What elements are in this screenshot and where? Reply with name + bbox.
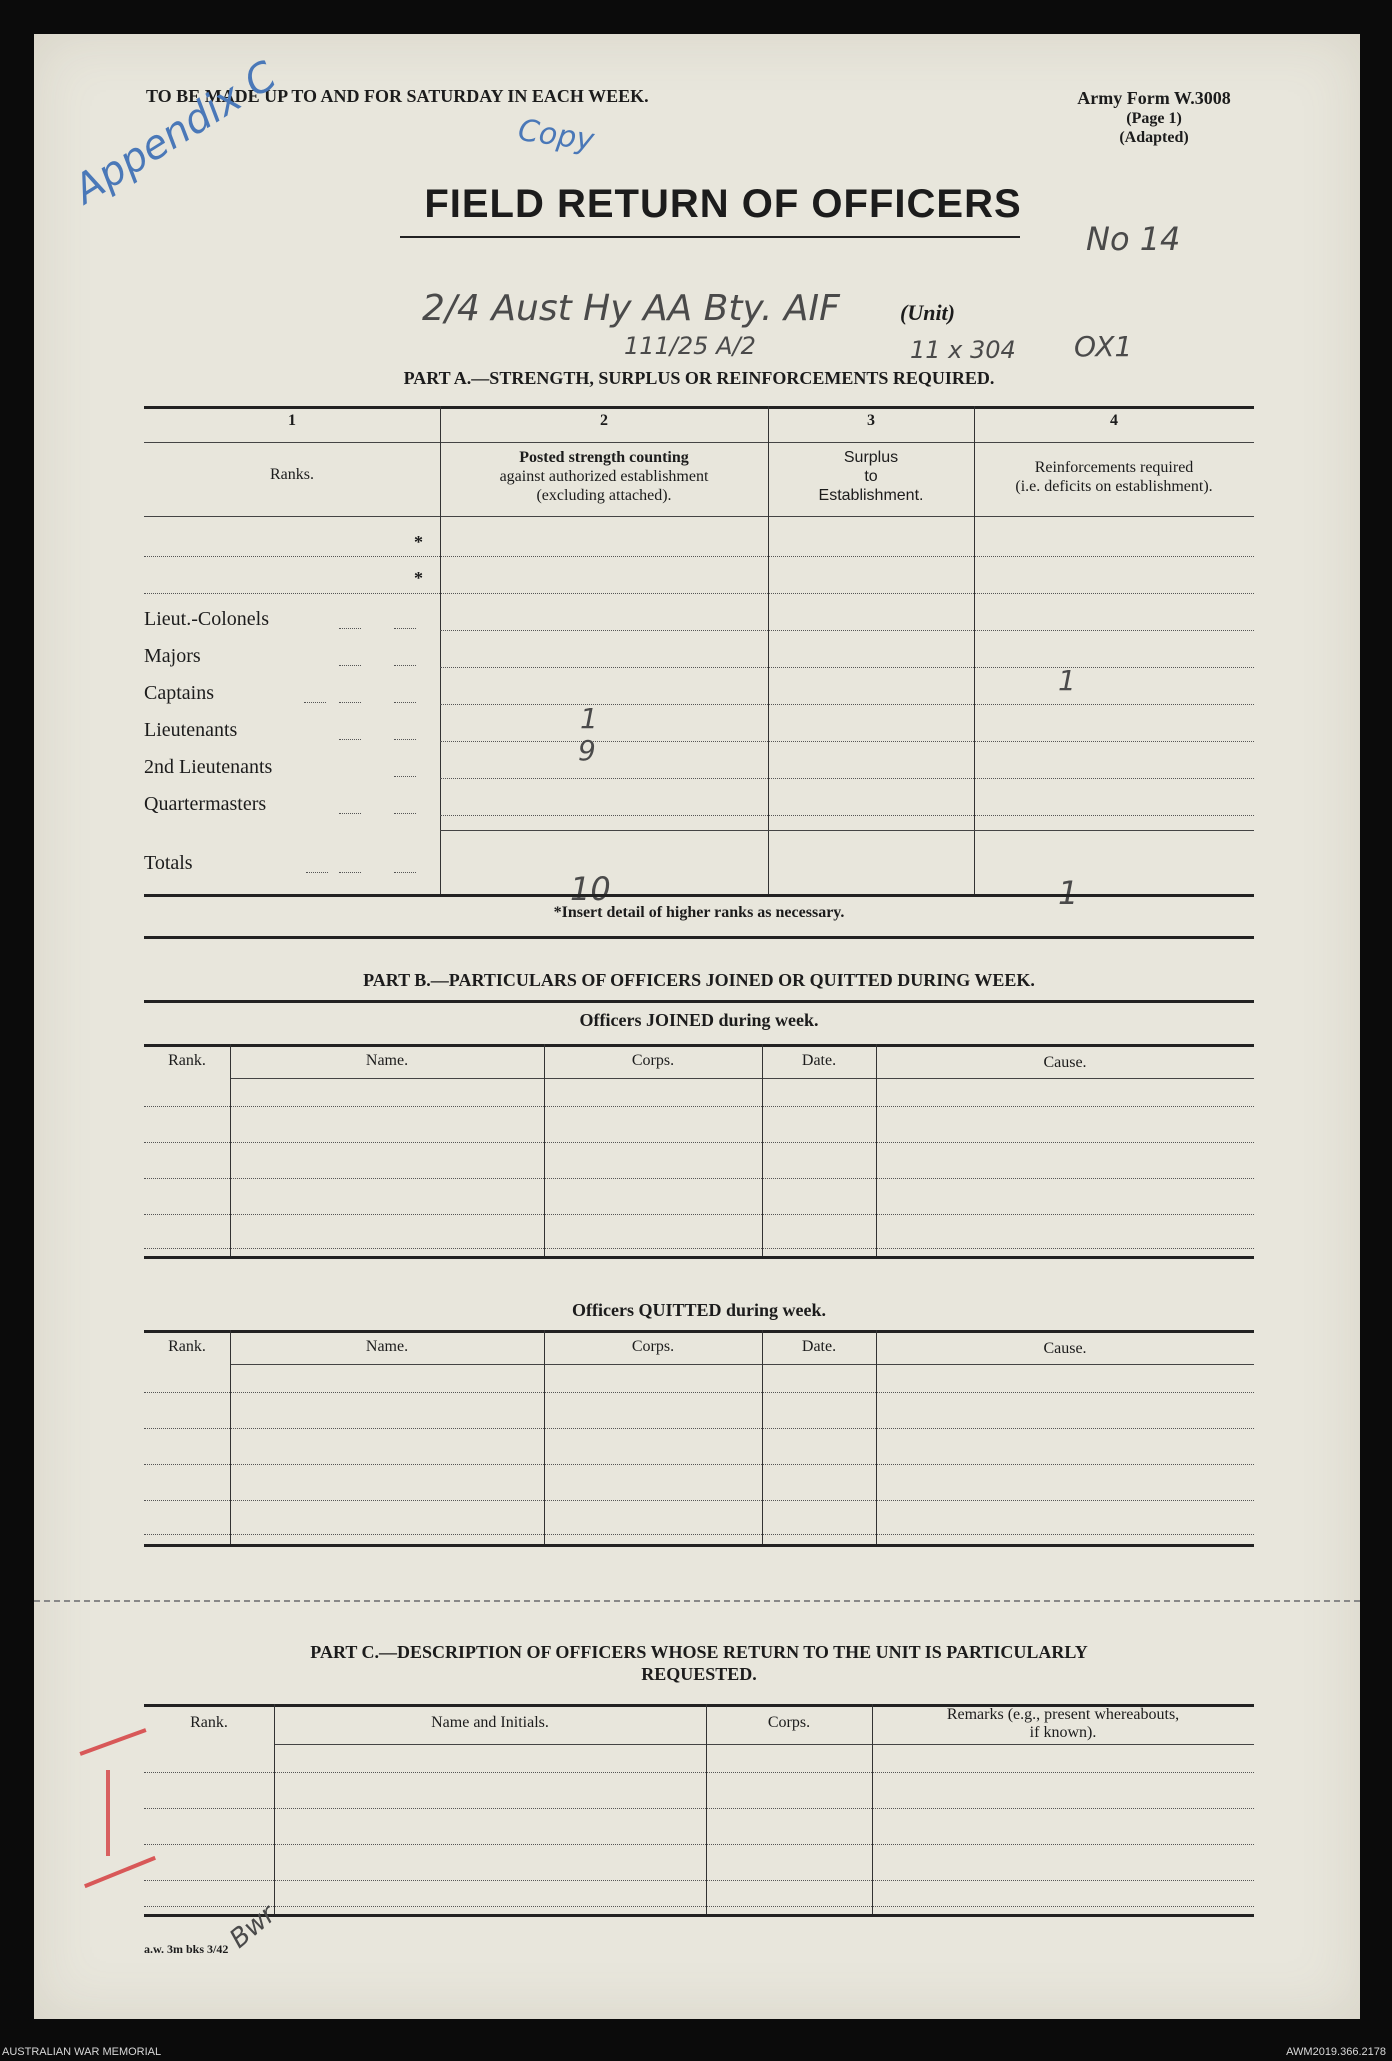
joined-col-date: Date. xyxy=(801,1052,837,1069)
rule xyxy=(440,778,1254,779)
rule xyxy=(544,1330,545,1544)
part-c-col-name: Name and Initials. xyxy=(431,1714,549,1731)
rank-label: 2nd Lieutenants xyxy=(144,756,273,778)
rule xyxy=(144,1214,1254,1215)
quitted-col-date: Date. xyxy=(801,1338,837,1355)
rule xyxy=(274,1744,1254,1745)
form-title: FIELD RETURN OF OFFICERS xyxy=(424,182,1022,226)
rule xyxy=(144,1256,1254,1259)
unit-name-handwritten: 2/4 Aust Hy AA Bty. AIF xyxy=(422,288,840,329)
rule xyxy=(394,776,416,777)
rule xyxy=(306,872,328,873)
lieutenants-posted-value: 9 xyxy=(578,734,596,767)
rank-label: Captains xyxy=(144,682,214,704)
col-number-1: 1 xyxy=(288,412,296,429)
reference-suffix: OX1 xyxy=(1074,330,1133,363)
reinforcements-header-line1: Reinforcements required xyxy=(1034,459,1194,476)
totals-label: Totals xyxy=(144,852,193,874)
rule xyxy=(230,1330,231,1544)
rule xyxy=(974,406,975,894)
majors-reinforcements-value: 1 xyxy=(1058,664,1076,697)
ranks-header: Ranks. xyxy=(270,466,314,483)
rule xyxy=(440,741,1254,742)
rule xyxy=(144,1844,1254,1845)
rule xyxy=(706,1704,707,1914)
rule xyxy=(230,1364,1254,1365)
perforation-line xyxy=(34,1600,1360,1602)
rule xyxy=(339,872,361,873)
posted-header-line2: against authorized establishment xyxy=(499,468,709,485)
initials-annotation: Bwr xyxy=(224,1899,282,1955)
part-a-bottom-rule xyxy=(144,894,1254,897)
blank-rank-star-2: * xyxy=(414,568,423,588)
quitted-col-rank: Rank. xyxy=(168,1338,206,1355)
rule xyxy=(339,739,361,740)
rule xyxy=(339,628,361,629)
rule xyxy=(339,702,361,703)
rule xyxy=(144,1142,1254,1143)
totals-reinforcements-value: 1 xyxy=(1058,874,1079,912)
surplus-header-line1: Surplus xyxy=(843,449,899,466)
rule xyxy=(394,628,416,629)
col-number-2: 2 xyxy=(600,412,608,429)
rank-label: Majors xyxy=(144,645,201,667)
blank-rank-star-1: * xyxy=(414,532,423,552)
rule xyxy=(394,665,416,666)
quitted-col-name: Name. xyxy=(365,1338,409,1355)
rule xyxy=(872,1704,873,1914)
part-a-footnote: *Insert detail of higher ranks as necessary. xyxy=(553,904,845,921)
rule xyxy=(762,1330,763,1544)
rule xyxy=(144,1880,1254,1881)
part-b-heading: PART B.—PARTICULARS OF OFFICERS JOINED OR QUITTED DURING WEEK. xyxy=(363,970,1035,990)
form-page-number: (Page 1) xyxy=(1126,110,1182,127)
rule xyxy=(144,1000,1254,1003)
part-a-heading: PART A.—STRENGTH, SURPLUS OR REINFORCEMENTS REQUIRED. xyxy=(403,368,995,388)
rule xyxy=(144,442,440,443)
surplus-header xyxy=(768,448,974,505)
rank-label: Lieut.-Colonels xyxy=(144,608,269,630)
rule xyxy=(144,936,1254,939)
joined-col-cause: Cause. xyxy=(1043,1054,1087,1071)
captains-posted-value: 1 xyxy=(580,702,598,735)
rule xyxy=(440,667,1254,668)
footer-accession: AWM2019.366.2178 xyxy=(1286,2046,1386,2058)
remarks-line2: if known). xyxy=(1029,1724,1097,1741)
unit-label: (Unit) xyxy=(900,300,955,325)
rule xyxy=(144,516,1254,517)
rule xyxy=(394,739,416,740)
col-number-3: 3 xyxy=(867,412,875,429)
rule xyxy=(144,1392,1254,1393)
rule xyxy=(144,1248,1254,1249)
part-c-col-corps: Corps. xyxy=(767,1714,811,1731)
rule xyxy=(876,1044,877,1256)
rule xyxy=(394,702,416,703)
footer-credit: AUSTRALIAN WAR MEMORIAL xyxy=(2,2046,162,2058)
rank-label: Quartermasters xyxy=(144,793,267,815)
part-c-col-rank: Rank. xyxy=(190,1714,228,1731)
form-page xyxy=(34,34,1360,2019)
rule xyxy=(440,442,1254,443)
quitted-col-corps: Corps. xyxy=(631,1338,675,1355)
rule xyxy=(144,1808,1254,1809)
red-margin-mark-bottom xyxy=(84,1856,156,1888)
rule xyxy=(144,1044,1254,1047)
rule xyxy=(230,1078,1254,1079)
rule xyxy=(768,406,769,894)
rule xyxy=(144,1464,1254,1465)
reference-code: 11 x 304 xyxy=(910,336,1016,364)
quitted-title: Officers QUITTED during week. xyxy=(572,1300,826,1320)
rule xyxy=(440,830,1254,831)
rule xyxy=(144,1330,1254,1333)
remarks-line1: Remarks (e.g., present whereabouts, xyxy=(946,1706,1180,1723)
rule xyxy=(144,1914,1254,1917)
joined-title: Officers JOINED during week. xyxy=(579,1010,819,1030)
col-number-4: 4 xyxy=(1110,412,1118,429)
rule xyxy=(144,556,1254,557)
rule xyxy=(440,630,1254,631)
posted-header-line1: Posted strength counting xyxy=(519,449,689,466)
rule xyxy=(394,813,416,814)
return-number: No 14 xyxy=(1086,220,1181,258)
quitted-col-cause: Cause. xyxy=(1043,1340,1087,1357)
reinforcements-header xyxy=(974,458,1254,496)
title-underline xyxy=(400,236,1020,238)
totals-posted-value: 10 xyxy=(570,870,611,908)
rule xyxy=(339,813,361,814)
rank-label: Lieutenants xyxy=(144,719,238,741)
rule xyxy=(762,1044,763,1256)
red-margin-mark-top xyxy=(79,1728,146,1756)
rule xyxy=(304,702,326,703)
rule xyxy=(544,1044,545,1256)
rule xyxy=(440,815,1254,816)
rule xyxy=(144,1534,1254,1535)
rule xyxy=(144,1500,1254,1501)
joined-col-corps: Corps. xyxy=(631,1052,675,1069)
rule xyxy=(440,704,1254,705)
red-margin-mark-vertical xyxy=(106,1770,110,1856)
reference-number: 111/25 A/2 xyxy=(624,332,756,360)
part-c-heading-line1: PART C.—DESCRIPTION OF OFFICERS WHOSE RETURN TO THE UNIT IS PARTICULARLY xyxy=(310,1642,1088,1662)
part-a-top-rule xyxy=(144,406,1254,409)
joined-col-name: Name. xyxy=(365,1052,409,1069)
surplus-header-line2: to xyxy=(864,468,878,485)
joined-col-rank: Rank. xyxy=(168,1052,206,1069)
rule xyxy=(274,1704,275,1914)
copy-annotation: Copy xyxy=(515,112,597,159)
rule xyxy=(144,1772,1254,1773)
instruction-text: TO BE MADE UP TO AND FOR SATURDAY IN EACH WEEK. xyxy=(146,86,649,106)
rule xyxy=(876,1330,877,1544)
surplus-header-line3: Establishment. xyxy=(818,487,924,504)
printer-note: a.w. 3m bks 3/42 xyxy=(144,1942,229,1956)
rule xyxy=(144,1428,1254,1429)
rule xyxy=(440,406,441,894)
rule xyxy=(144,1544,1254,1547)
appendix-annotation: Appendix C xyxy=(66,52,285,214)
part-c-col-remarks xyxy=(872,1706,1254,1742)
form-id: Army Form W.3008 xyxy=(1077,88,1231,108)
rule xyxy=(230,1044,231,1256)
rule xyxy=(144,593,1254,594)
rule xyxy=(144,1106,1254,1107)
rule xyxy=(144,1906,1254,1907)
posted-header-line3: (excluding attached). xyxy=(536,487,672,504)
posted-header xyxy=(440,448,768,505)
form-adapted: (Adapted) xyxy=(1119,129,1189,146)
part-c-heading-line2: REQUESTED. xyxy=(641,1664,757,1684)
rule xyxy=(339,665,361,666)
rule xyxy=(394,872,416,873)
rule xyxy=(144,1178,1254,1179)
reinforcements-header-line2: (i.e. deficits on establishment). xyxy=(1015,478,1213,495)
